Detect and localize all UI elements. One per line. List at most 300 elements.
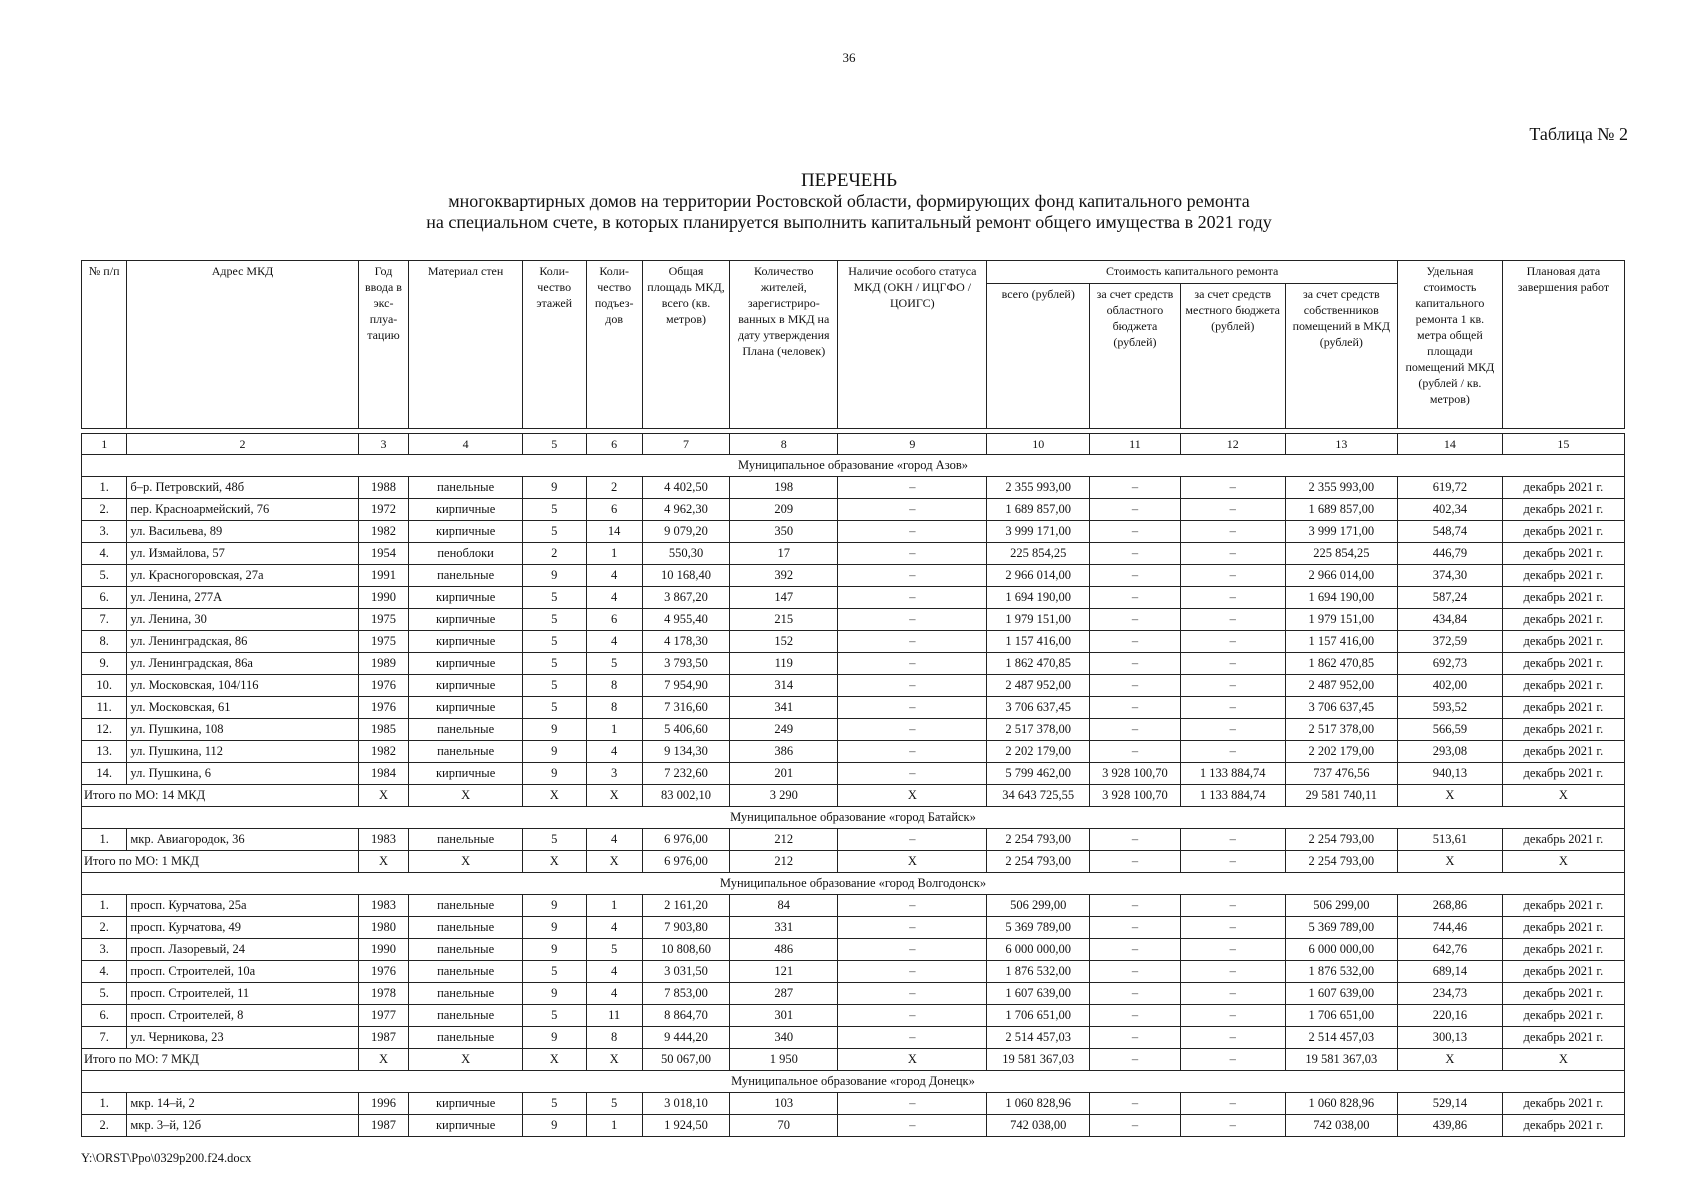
total-cell: 19 581 367,03 (987, 1049, 1090, 1071)
table-cell: – (1090, 653, 1181, 675)
table-cell: 1 060 828,96 (987, 1093, 1090, 1115)
table-cell: 268,86 (1398, 895, 1503, 917)
table-cell: 7. (82, 609, 127, 631)
table-cell: 1978 (358, 983, 409, 1005)
table-cell: 692,73 (1398, 653, 1503, 675)
table-cell: панельные (409, 917, 522, 939)
table-cell: 8 864,70 (642, 1005, 730, 1027)
table-cell: 8 (586, 1027, 642, 1049)
table-row (82, 631, 1625, 653)
table-cell: 2 161,20 (642, 895, 730, 917)
table-cell: 10. (82, 675, 127, 697)
table-cell: 1975 (358, 609, 409, 631)
table-cell: 1 924,50 (642, 1115, 730, 1137)
table-cell: 5 (522, 499, 586, 521)
table-cell: 4 178,30 (642, 631, 730, 653)
table-cell: панельные (409, 477, 522, 499)
table-cell: – (1180, 499, 1285, 521)
table-cell: декабрь 2021 г. (1502, 719, 1624, 741)
table-cell: 4 (586, 917, 642, 939)
table-row (82, 1115, 1625, 1137)
table-cell: 9. (82, 653, 127, 675)
total-cell: X (522, 785, 586, 807)
table-cell: – (1180, 697, 1285, 719)
table-cell: – (1180, 1005, 1285, 1027)
municipality-row (82, 807, 1625, 829)
table-cell: – (1090, 829, 1181, 851)
table-cell: – (838, 829, 987, 851)
table-cell: – (838, 983, 987, 1005)
total-cell: X (838, 851, 987, 873)
total-cell: 1 950 (730, 1049, 838, 1071)
table-cell: – (1180, 609, 1285, 631)
table-cell: 9 (522, 719, 586, 741)
table-cell: 6 (586, 609, 642, 631)
total-cell: X (1502, 785, 1624, 807)
column-number: 3 (358, 434, 409, 455)
table-cell: 1 (586, 895, 642, 917)
table-cell: 506 299,00 (1285, 895, 1397, 917)
table-cell: 402,00 (1398, 675, 1503, 697)
table-cell: 548,74 (1398, 521, 1503, 543)
table-cell: декабрь 2021 г. (1502, 1005, 1624, 1027)
table-cell: 9 079,20 (642, 521, 730, 543)
table-cell: мкр. Авиагородок, 36 (127, 829, 358, 851)
table-cell: 341 (730, 697, 838, 719)
table-cell: 7 316,60 (642, 697, 730, 719)
total-cell: 50 067,00 (642, 1049, 730, 1071)
table-cell: 2 514 457,03 (1285, 1027, 1397, 1049)
table-cell: ул. Московская, 61 (127, 697, 358, 719)
table-cell: 10 168,40 (642, 565, 730, 587)
table-cell: 9 (522, 895, 586, 917)
table-cell: – (838, 653, 987, 675)
total-cell: X (358, 851, 409, 873)
table-cell: 5 (586, 939, 642, 961)
table-cell: 350 (730, 521, 838, 543)
table-cell: – (1090, 895, 1181, 917)
table-cell: 9 (522, 763, 586, 785)
table-cell: 11 (586, 1005, 642, 1027)
table-cell: – (1180, 477, 1285, 499)
column-number: 2 (127, 434, 358, 455)
table-cell: 1. (82, 829, 127, 851)
table-cell: 7 954,90 (642, 675, 730, 697)
table-cell: 1 (586, 1115, 642, 1137)
header-cost-group: Стоимость капитального ремонта (987, 261, 1398, 284)
table-cell: просп. Курчатова, 49 (127, 917, 358, 939)
table-cell: 5 (586, 1093, 642, 1115)
table-cell: декабрь 2021 г. (1502, 895, 1624, 917)
table-cell: 2 517 378,00 (1285, 719, 1397, 741)
table-cell: 1 694 190,00 (1285, 587, 1397, 609)
table-cell: 12. (82, 719, 127, 741)
table-cell: панельные (409, 939, 522, 961)
table-cell: 1 979 151,00 (987, 609, 1090, 631)
table-cell: 529,14 (1398, 1093, 1503, 1115)
table-cell: 225 854,25 (987, 543, 1090, 565)
table-cell: – (838, 1115, 987, 1137)
total-cell: 212 (730, 851, 838, 873)
table-cell: 3 706 637,45 (1285, 697, 1397, 719)
table-cell: – (838, 895, 987, 917)
table-cell: 14. (82, 763, 127, 785)
table-cell: – (838, 1005, 987, 1027)
table-cell: 8 (586, 697, 642, 719)
table-cell: кирпичные (409, 609, 522, 631)
table-cell: ул. Красногоровская, 27а (127, 565, 358, 587)
table-cell: 1983 (358, 829, 409, 851)
table-row (82, 675, 1625, 697)
table-cell: – (1090, 719, 1181, 741)
table-cell: 940,13 (1398, 763, 1503, 785)
table-cell: – (1090, 609, 1181, 631)
header-status: Наличие особого статуса МКД (ОКН / ИЦГФО / ЦОИГС) (838, 261, 987, 429)
table-cell: 5 (586, 653, 642, 675)
table-cell: 1 157 416,00 (1285, 631, 1397, 653)
header-material: Материал стен (409, 261, 522, 429)
table-cell: 1 876 532,00 (1285, 961, 1397, 983)
table-cell: кирпичные (409, 587, 522, 609)
table-cell: декабрь 2021 г. (1502, 565, 1624, 587)
total-row (82, 785, 1625, 807)
table-cell: 1 (586, 719, 642, 741)
table-cell: 1 060 828,96 (1285, 1093, 1397, 1115)
municipality-title: Муниципальное образование «город Волгодонск» (82, 873, 1625, 895)
total-row (82, 1049, 1625, 1071)
table-cell: 293,08 (1398, 741, 1503, 763)
title-line-1: ПЕРЕЧЕНЬ (800, 170, 898, 191)
table-cell: – (1090, 477, 1181, 499)
table-cell: 513,61 (1398, 829, 1503, 851)
table-cell: 2 (522, 543, 586, 565)
table-cell: 9 (522, 1027, 586, 1049)
table-cell: 14 (586, 521, 642, 543)
table-cell: 5 (522, 631, 586, 653)
table-cell: панельные (409, 829, 522, 851)
table-cell: ул. Ленинградская, 86а (127, 653, 358, 675)
total-cell: X (409, 851, 522, 873)
table-cell: 3 928 100,70 (1090, 763, 1181, 785)
table-cell: 1 862 470,85 (987, 653, 1090, 675)
table-cell: – (838, 499, 987, 521)
table-cell: 13. (82, 741, 127, 763)
table-row (82, 939, 1625, 961)
total-cell: X (1502, 1049, 1624, 1071)
table-cell: 2 487 952,00 (987, 675, 1090, 697)
table-cell: 1989 (358, 653, 409, 675)
table-cell: 1988 (358, 477, 409, 499)
table-cell: – (838, 631, 987, 653)
table-cell: 9 (522, 741, 586, 763)
table-cell: 9 (522, 983, 586, 1005)
total-cell: 1 133 884,74 (1180, 785, 1285, 807)
header-cost-regional: за счет средств областного бюджета (рублей) (1090, 284, 1181, 429)
table-cell: 10 808,60 (642, 939, 730, 961)
table-cell: ул. Ленина, 277А (127, 587, 358, 609)
table-cell: 1972 (358, 499, 409, 521)
table-cell: панельные (409, 1027, 522, 1049)
total-cell: X (586, 785, 642, 807)
table-cell: 331 (730, 917, 838, 939)
table-cell: 3 (586, 763, 642, 785)
table-cell: 1 979 151,00 (1285, 609, 1397, 631)
table-cell: 225 854,25 (1285, 543, 1397, 565)
table-cell: – (838, 1027, 987, 1049)
header-date: Плановая дата завершения работ (1502, 261, 1624, 429)
table-cell: 587,24 (1398, 587, 1503, 609)
table-cell: – (1090, 983, 1181, 1005)
table-cell: – (1090, 631, 1181, 653)
table-cell: 340 (730, 1027, 838, 1049)
table-cell: декабрь 2021 г. (1502, 477, 1624, 499)
table-cell: 3. (82, 521, 127, 543)
total-cell: – (1090, 851, 1181, 873)
table-cell: – (1090, 917, 1181, 939)
table-cell: ул. Пушкина, 108 (127, 719, 358, 741)
table-cell: панельные (409, 565, 522, 587)
table-cell: – (1180, 917, 1285, 939)
header-cost-owners: за счет средств собственников помещений в МКД (рублей) (1285, 284, 1397, 429)
table-cell: 3 867,20 (642, 587, 730, 609)
table-cell: 301 (730, 1005, 838, 1027)
table-cell: декабрь 2021 г. (1502, 763, 1624, 785)
table-cell: 1983 (358, 895, 409, 917)
table-cell: – (1180, 939, 1285, 961)
table-cell: 689,14 (1398, 961, 1503, 983)
table-cell: 1 607 639,00 (987, 983, 1090, 1005)
table-cell: панельные (409, 895, 522, 917)
table-cell: – (1180, 675, 1285, 697)
table-cell: – (838, 763, 987, 785)
table-cell: 1 133 884,74 (1180, 763, 1285, 785)
header-floors: Коли- чество этажей (522, 261, 586, 429)
table-cell: 7. (82, 1027, 127, 1049)
table-cell: просп. Курчатова, 25а (127, 895, 358, 917)
total-cell: 34 643 725,55 (987, 785, 1090, 807)
table-cell: 9 (522, 939, 586, 961)
table-cell: 5 (522, 697, 586, 719)
table-cell: 1985 (358, 719, 409, 741)
table-cell: 742 038,00 (1285, 1115, 1397, 1137)
column-number: 8 (730, 434, 838, 455)
table-cell: 1 157 416,00 (987, 631, 1090, 653)
table-cell: 2 202 179,00 (1285, 741, 1397, 763)
table-cell: – (1090, 1115, 1181, 1137)
table-cell: – (838, 961, 987, 983)
table-cell: 1984 (358, 763, 409, 785)
table-cell: 212 (730, 829, 838, 851)
table-cell: – (838, 521, 987, 543)
total-cell: X (838, 1049, 987, 1071)
table-cell: 1 689 857,00 (1285, 499, 1397, 521)
table-cell: – (1180, 587, 1285, 609)
table-cell: 3 793,50 (642, 653, 730, 675)
table-cell: 1990 (358, 587, 409, 609)
table-cell: декабрь 2021 г. (1502, 653, 1624, 675)
total-cell: X (409, 1049, 522, 1071)
table-cell: – (1180, 719, 1285, 741)
table-cell: ул. Васильева, 89 (127, 521, 358, 543)
table-cell: кирпичные (409, 653, 522, 675)
table-cell: декабрь 2021 г. (1502, 697, 1624, 719)
table-cell: – (1090, 565, 1181, 587)
municipality-title: Муниципальное образование «город Азов» (82, 455, 1625, 477)
table-cell: 5 (522, 653, 586, 675)
table-cell: 3. (82, 939, 127, 961)
table-cell: 2 202 179,00 (987, 741, 1090, 763)
table-cell: 1 706 651,00 (1285, 1005, 1397, 1027)
table-cell: просп. Строителей, 8 (127, 1005, 358, 1027)
table-cell: – (1180, 829, 1285, 851)
table-cell: – (838, 477, 987, 499)
table-cell: 5 369 789,00 (987, 917, 1090, 939)
table-cell: 1976 (358, 697, 409, 719)
table-cell: 1. (82, 895, 127, 917)
table-row (82, 1005, 1625, 1027)
table-row (82, 609, 1625, 631)
table-cell: 5 406,60 (642, 719, 730, 741)
table-cell: 9 (522, 1115, 586, 1137)
total-cell: 3 928 100,70 (1090, 785, 1181, 807)
table-cell: 5 (522, 1005, 586, 1027)
table-row (82, 719, 1625, 741)
table-cell: 439,86 (1398, 1115, 1503, 1137)
table-cell: – (838, 917, 987, 939)
table-body (82, 455, 1625, 1137)
table-cell: 1 876 532,00 (987, 961, 1090, 983)
table-cell: 2 355 993,00 (1285, 477, 1397, 499)
table-cell: 1996 (358, 1093, 409, 1115)
table-cell: 1 706 651,00 (987, 1005, 1090, 1027)
table-cell: 249 (730, 719, 838, 741)
total-cell: 83 002,10 (642, 785, 730, 807)
table-cell: 1987 (358, 1115, 409, 1137)
table-cell: 4 (586, 983, 642, 1005)
column-numbers-row (82, 434, 1625, 455)
table-cell: 374,30 (1398, 565, 1503, 587)
table-cell: ул. Московская, 104/116 (127, 675, 358, 697)
table-cell: 9 (522, 477, 586, 499)
total-cell: X (1398, 851, 1503, 873)
table-cell: 446,79 (1398, 543, 1503, 565)
table-cell: 2 514 457,03 (987, 1027, 1090, 1049)
table-cell: 2 254 793,00 (1285, 829, 1397, 851)
header-cost-total: всего (рублей) (987, 284, 1090, 429)
table-cell: декабрь 2021 г. (1502, 675, 1624, 697)
table-cell: – (1090, 521, 1181, 543)
table-cell: 2 254 793,00 (987, 829, 1090, 851)
table-cell: кирпичные (409, 499, 522, 521)
table-cell: 5 369 789,00 (1285, 917, 1397, 939)
table-cell: 2 487 952,00 (1285, 675, 1397, 697)
table-cell: – (1090, 1093, 1181, 1115)
column-number: 6 (586, 434, 642, 455)
table-cell: 4 402,50 (642, 477, 730, 499)
table-cell: 9 (522, 565, 586, 587)
table-cell: – (1180, 895, 1285, 917)
table-cell: – (1180, 543, 1285, 565)
table-cell: – (1090, 697, 1181, 719)
table-cell: ул. Ленина, 30 (127, 609, 358, 631)
column-number: 7 (642, 434, 730, 455)
table-cell: панельные (409, 961, 522, 983)
table-cell: декабрь 2021 г. (1502, 609, 1624, 631)
table-row (82, 741, 1625, 763)
table-cell: мкр. 3–й, 12б (127, 1115, 358, 1137)
table-cell: 1975 (358, 631, 409, 653)
column-number: 1 (82, 434, 127, 455)
table-cell: 1 694 190,00 (987, 587, 1090, 609)
table-cell: декабрь 2021 г. (1502, 1027, 1624, 1049)
table-cell: просп. Строителей, 11 (127, 983, 358, 1005)
header-year: Год ввода в экс- плуа- тацию (358, 261, 409, 429)
table-cell: 5 (522, 587, 586, 609)
table-cell: декабрь 2021 г. (1502, 829, 1624, 851)
table-cell: 2. (82, 499, 127, 521)
table-cell: 642,76 (1398, 939, 1503, 961)
table-cell: 9 444,20 (642, 1027, 730, 1049)
table-cell: 1980 (358, 917, 409, 939)
column-number: 13 (1285, 434, 1397, 455)
table-cell: 4 (586, 961, 642, 983)
table-cell: панельные (409, 1005, 522, 1027)
table-cell: декабрь 2021 г. (1502, 741, 1624, 763)
table-cell: 7 903,80 (642, 917, 730, 939)
table-cell: 152 (730, 631, 838, 653)
table-cell: 6 (586, 499, 642, 521)
table-cell: 3 018,10 (642, 1093, 730, 1115)
total-cell: 3 290 (730, 785, 838, 807)
table-cell: 506 299,00 (987, 895, 1090, 917)
table-cell: 5 799 462,00 (987, 763, 1090, 785)
table-cell: кирпичные (409, 1093, 522, 1115)
table-cell: – (838, 565, 987, 587)
table-cell: кирпичные (409, 521, 522, 543)
table-cell: 402,34 (1398, 499, 1503, 521)
table-cell: мкр. 14–й, 2 (127, 1093, 358, 1115)
table-cell: – (838, 1093, 987, 1115)
table-cell: 8 (586, 675, 642, 697)
table-cell: просп. Строителей, 10а (127, 961, 358, 983)
table-cell: – (1090, 675, 1181, 697)
table-cell: кирпичные (409, 1115, 522, 1137)
column-number: 9 (838, 434, 987, 455)
table-cell: 434,84 (1398, 609, 1503, 631)
table-cell: просп. Лазоревый, 24 (127, 939, 358, 961)
table-cell: 121 (730, 961, 838, 983)
municipality-title: Муниципальное образование «город Батайск» (82, 807, 1625, 829)
total-cell: 2 254 793,00 (1285, 851, 1397, 873)
total-label: Итого по МО: 7 МКД (82, 1049, 359, 1071)
total-label: Итого по МО: 1 МКД (82, 851, 359, 873)
table-cell: 2 517 378,00 (987, 719, 1090, 741)
table-label: Таблица № 2 (1529, 124, 1628, 144)
table-cell: 1 689 857,00 (987, 499, 1090, 521)
table-cell: панельные (409, 741, 522, 763)
table-cell: – (1090, 587, 1181, 609)
table-cell: 4 955,40 (642, 609, 730, 631)
table-row (82, 829, 1625, 851)
table-cell: декабрь 2021 г. (1502, 1093, 1624, 1115)
table-cell: декабрь 2021 г. (1502, 521, 1624, 543)
table-cell: кирпичные (409, 763, 522, 785)
table-cell: 1982 (358, 521, 409, 543)
table-cell: – (838, 719, 987, 741)
total-cell: X (1398, 1049, 1503, 1071)
table-cell: 2. (82, 917, 127, 939)
table-row (82, 983, 1625, 1005)
